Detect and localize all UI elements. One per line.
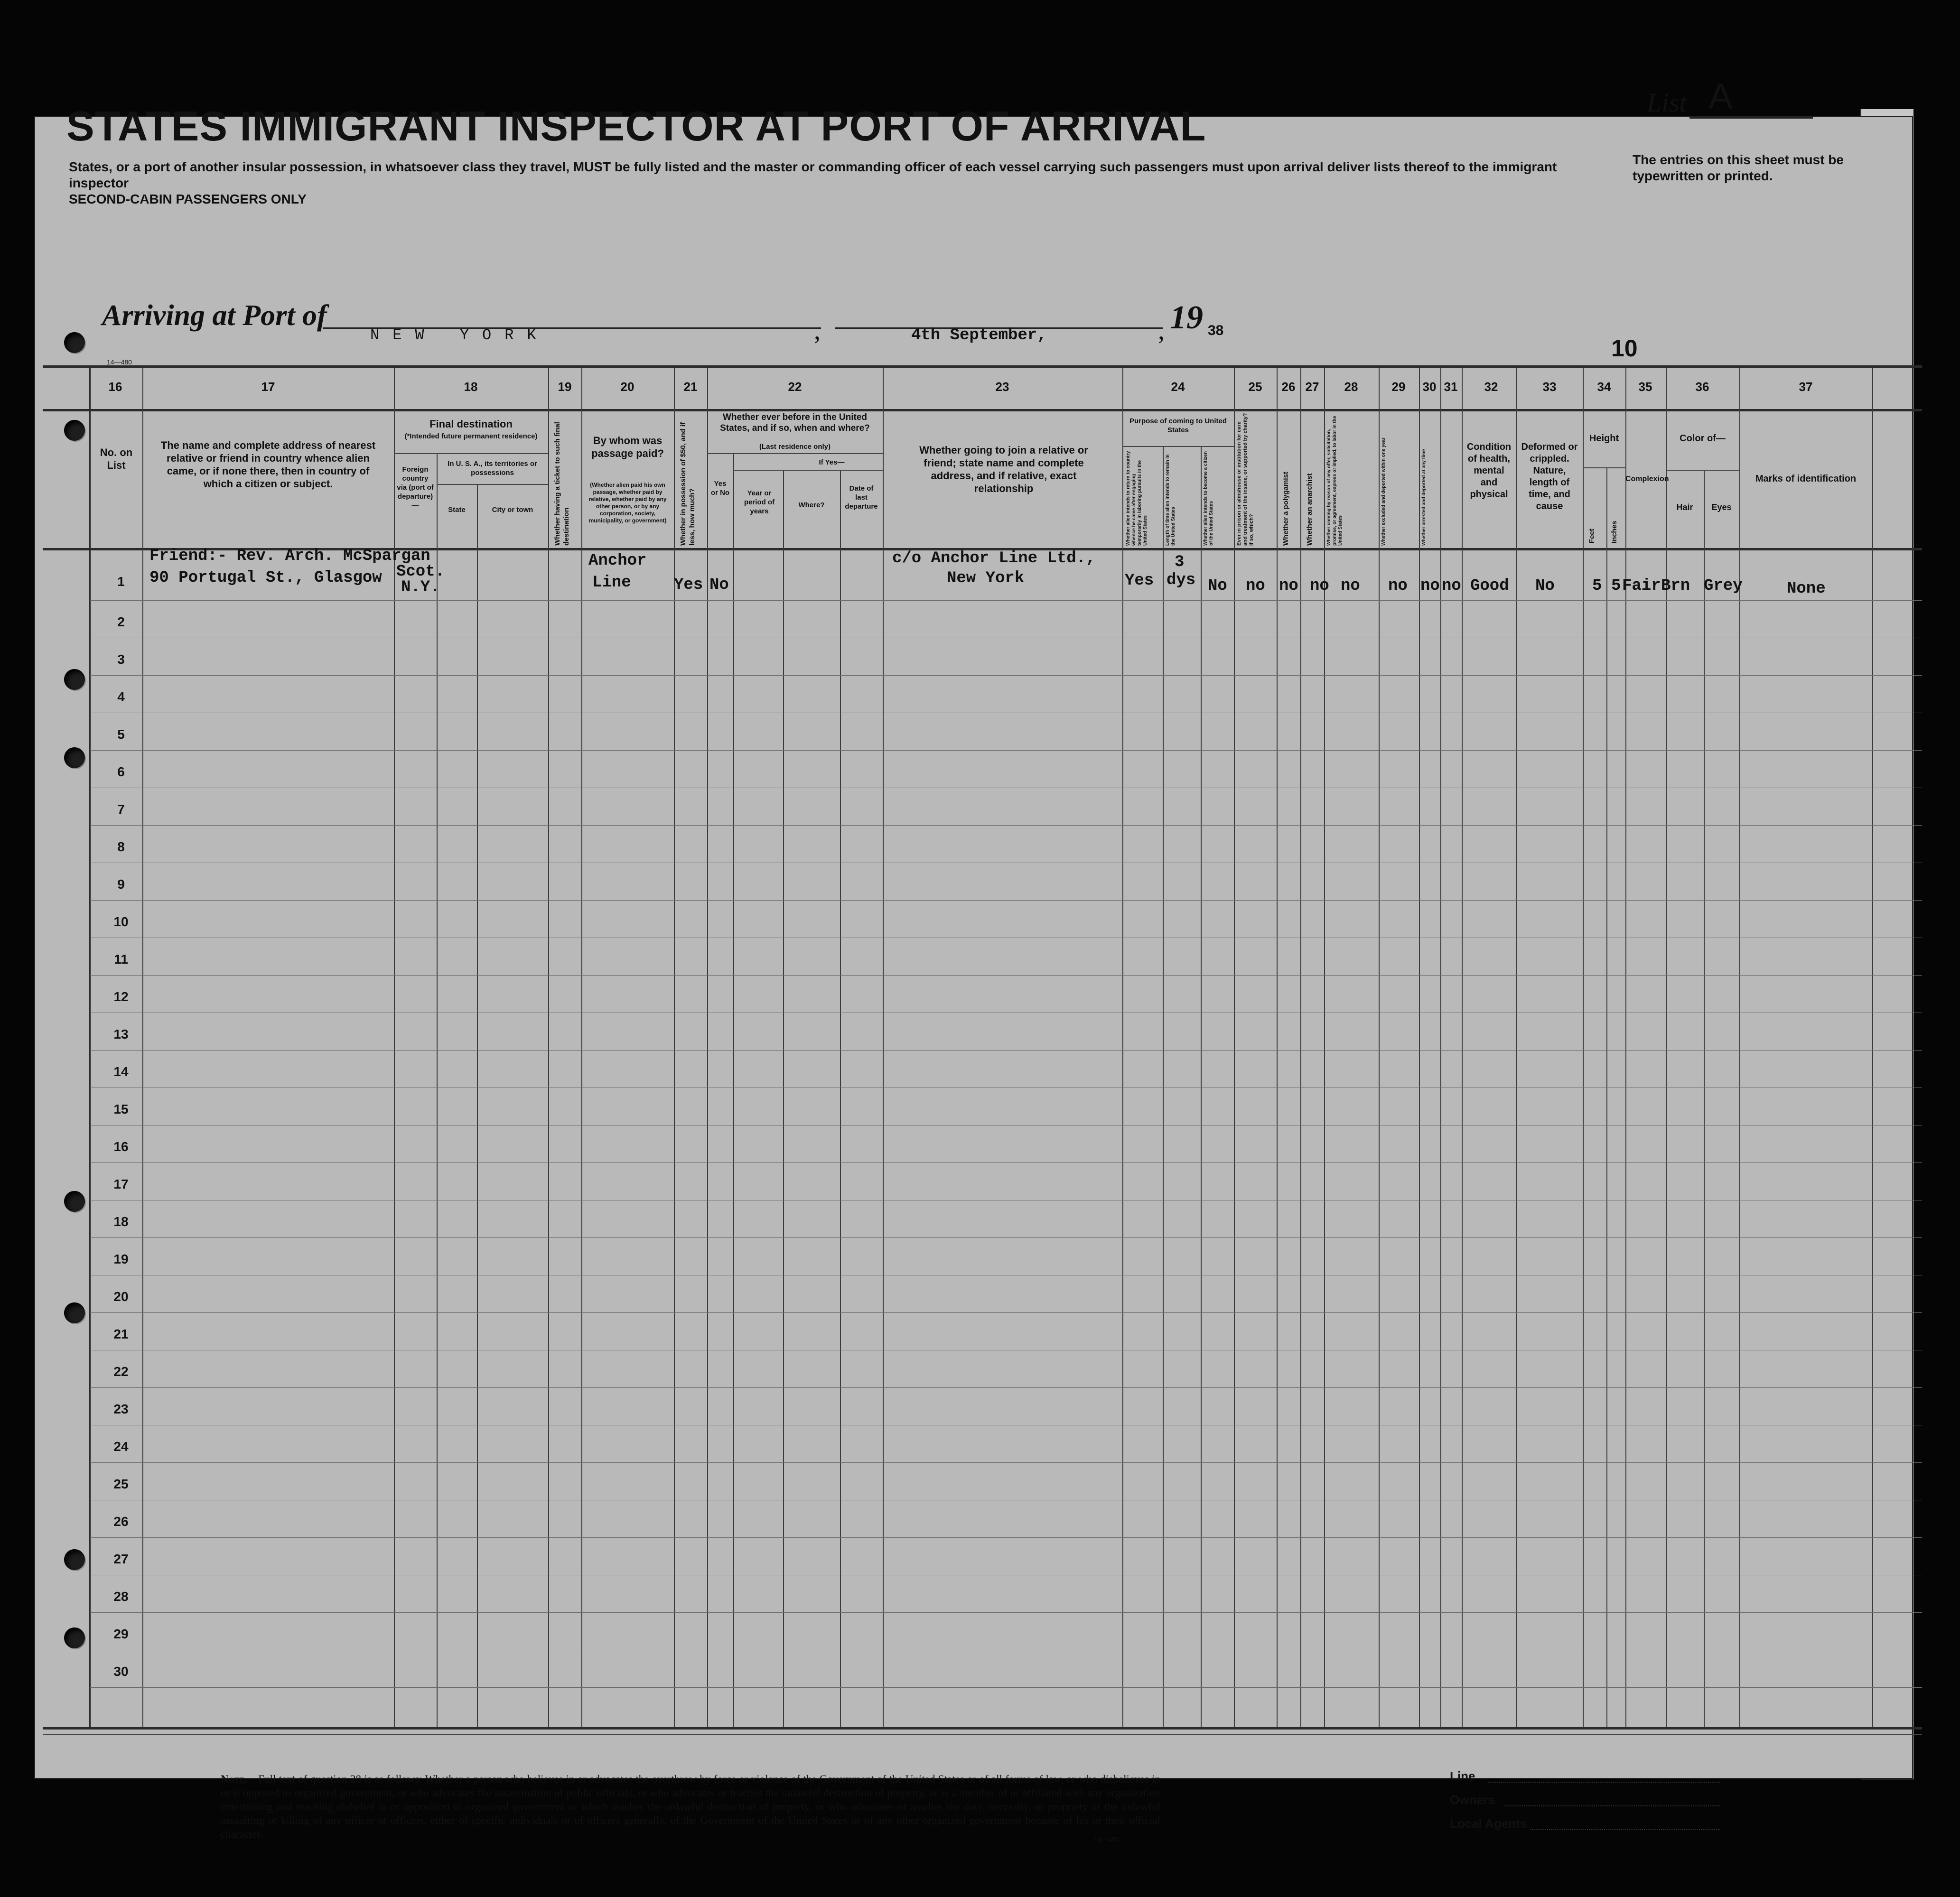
column-rule	[1872, 368, 1873, 1727]
column-rule	[674, 368, 675, 1727]
header-excluded: Whether excluded and deported within one year	[1381, 437, 1386, 546]
header-marks: Marks of identification	[1755, 474, 1857, 484]
row-number: 22	[113, 1364, 129, 1379]
complexion-value: Fair	[1622, 577, 1661, 595]
header-offer: Whether coming by reason of any offer, solicitation, promise, or agreement, express or implied, to labor in the United States	[1326, 416, 1343, 546]
row-number: 23	[113, 1402, 129, 1416]
column-rule	[1625, 368, 1626, 1727]
form-instructions	[69, 159, 1587, 207]
hair-value: Brn	[1661, 577, 1690, 595]
row-rule	[90, 1237, 1922, 1238]
row-rule	[90, 1687, 1922, 1688]
header-purpose: Purpose of coming to United States	[1129, 417, 1227, 434]
row-number: 6	[117, 764, 125, 779]
length-value: 3	[1175, 553, 1185, 571]
column-number: 23	[995, 380, 1009, 394]
header-eyes: Eyes	[1711, 502, 1732, 512]
column-rule	[733, 453, 734, 1727]
separator: ,	[814, 316, 821, 345]
arrival-date: 4th September,	[911, 326, 1047, 344]
offer-value: no	[1341, 577, 1360, 595]
header-before-us-note: (Last residence only)	[759, 443, 831, 451]
column-number: 32	[1484, 380, 1498, 394]
row-rule	[90, 825, 1922, 826]
column-rule	[1666, 368, 1667, 1727]
column-rule	[1277, 368, 1278, 1727]
join-relative-value-2: New York	[947, 569, 1025, 587]
footer-line-field	[1488, 1782, 1720, 1783]
column-rule	[1440, 368, 1441, 1727]
deformed-value: No	[1535, 577, 1555, 595]
header-prison: Ever in prison or almshouse or institution for care and treatment of the insane, or supported by charity? If so, which?	[1236, 413, 1254, 546]
inches-value: 5	[1611, 577, 1621, 595]
header-usa: In U. S. A., its territories or possessions	[448, 460, 537, 477]
row-number: 2	[117, 614, 125, 629]
column-rule	[1704, 470, 1705, 1727]
header-last-departure: Date of last departure	[845, 484, 878, 511]
header-state: State	[448, 506, 466, 514]
instructions-line: States, or a port of another insular possession, in whatsoever class they travel, MUST be fully listed and the master or commanding officer of each vessel carrying such passengers must upon arrival deliver lists thereof to the immigrant inspector	[69, 159, 1557, 190]
row-number: 1	[117, 574, 125, 589]
column-number: 19	[558, 380, 572, 394]
health-value: Good	[1470, 577, 1509, 595]
header-purpose-length: Length of time alien intends to remain in the United States	[1165, 454, 1176, 546]
column-rule	[581, 368, 582, 1727]
sheet-number: 10	[1611, 335, 1638, 362]
list-label: List	[1647, 88, 1687, 118]
row-number: 18	[113, 1214, 129, 1229]
header-yes-no: Yes or No	[710, 480, 730, 497]
column-rule	[1583, 368, 1584, 1727]
column-rule	[707, 368, 708, 1727]
row-number: 12	[113, 989, 129, 1004]
footer-agents-label: Local Agents	[1450, 1816, 1527, 1831]
header-hair: Hair	[1676, 502, 1693, 512]
header-year: Year or period of years	[744, 489, 775, 515]
foreign-country-value-2: N.Y.	[401, 578, 440, 596]
form-code: 14—480	[107, 358, 132, 366]
row-rule	[90, 675, 1922, 676]
header-subrule	[1583, 467, 1625, 468]
table-bottom-rule-2	[43, 1734, 1922, 1735]
row-number: 27	[113, 1552, 129, 1566]
column-rule	[840, 470, 841, 1727]
punch-hole	[64, 1627, 85, 1648]
header-purpose-citizen: Whether alien intends to become a citizen of the United States	[1203, 451, 1214, 546]
footer-line-label: Line	[1450, 1769, 1475, 1783]
header-subrule	[1122, 446, 1234, 447]
row-rule	[90, 1312, 1922, 1313]
header-deformed: Deformed or crippled. Nature, length of time, and cause	[1521, 442, 1578, 511]
polygamist-value: no	[1279, 577, 1298, 595]
entries-note: The entries on this sheet must be typewritten or printed.	[1633, 152, 1844, 183]
header-inches: Inches	[1610, 521, 1618, 543]
row-number: 28	[113, 1589, 129, 1604]
row-rule	[90, 1537, 1922, 1538]
year-prefix: 19	[1170, 299, 1203, 336]
header-color: Color of—	[1680, 433, 1726, 444]
row-number: 21	[113, 1327, 129, 1341]
column-number: 29	[1391, 380, 1406, 394]
feet-value: 5	[1592, 577, 1602, 595]
column-rule	[883, 368, 884, 1727]
column-rule	[89, 368, 91, 1727]
eyes-value: Grey	[1704, 577, 1743, 595]
cabin-class: SECOND-CABIN PASSENGERS ONLY	[69, 192, 307, 206]
column-number: 20	[620, 380, 635, 394]
passage-paid-value: Anchor	[588, 552, 647, 570]
header-passage-paid: By whom was passage paid?	[591, 435, 664, 459]
relative-name: Friend:- Rev. Arch. McSpargan	[149, 547, 430, 565]
row-rule	[90, 600, 1922, 601]
footer-owners-label: Owners	[1450, 1793, 1495, 1807]
column-number: 34	[1597, 380, 1611, 394]
header-subrule	[707, 453, 883, 454]
excluded-value: no	[1388, 577, 1408, 595]
row-rule	[90, 900, 1922, 901]
foreign-country-value: Scot.	[396, 563, 445, 581]
list-value: A	[1689, 76, 1813, 119]
column-rule	[394, 368, 395, 1727]
column-number: 18	[464, 380, 478, 394]
header-ticket: Whether having a ticket to such final destination	[553, 422, 570, 546]
return-value: Yes	[1125, 572, 1154, 590]
row-number: 14	[113, 1064, 129, 1079]
join-relative-value: c/o Anchor Line Ltd.,	[892, 549, 1096, 567]
row-number: 30	[113, 1664, 129, 1679]
column-rule	[1419, 368, 1420, 1727]
row-rule	[90, 975, 1922, 976]
column-rule	[1300, 368, 1301, 1727]
separator: ,	[1158, 316, 1165, 345]
row-rule	[90, 750, 1922, 751]
row-number: 8	[117, 839, 125, 854]
punch-hole	[64, 1191, 85, 1212]
column-number-rule	[43, 409, 1922, 411]
footnote-text: —Full text of question 28 is as follows: Whether a person who believes in or advocates the overthrow by force or violence of the Government of the United States or of all forms of law, or who disbelieves in or is opposed to organized government, or who advocates the assassination of public officials, or who advocates or teaches the unlawful destruction of property, or is a member of or affiliated with any organization entertaining and teaching disbelief in or opposition to organized government or which teaches the unlawful destruction of property, or who advocates or teaches the duty, necessity, or propriety of the unlawful assaulting or killing of any officer or officers, either of specific individuals or of officers generally, of the Government of the United States or of any other organized government because of his or their official character.	[221, 1773, 1160, 1840]
arriving-label: Arriving at Port of	[102, 299, 327, 332]
row-number: 16	[113, 1139, 129, 1154]
prison-value: no	[1246, 577, 1265, 595]
punch-hole	[64, 747, 85, 768]
punch-hole	[64, 1302, 85, 1323]
column-rule	[1462, 368, 1463, 1727]
row-number: 26	[113, 1514, 129, 1529]
header-city: City or town	[492, 506, 533, 514]
page-title: STATES IMMIGRANT INSPECTOR AT PORT OF ARRIVAL	[66, 102, 1206, 149]
row-number: 5	[117, 727, 125, 742]
row-number: 11	[114, 952, 128, 967]
header-final-destination: Final destination	[429, 418, 513, 430]
table-bottom-rule	[43, 1727, 1922, 1730]
passage-paid-value-2: Line	[592, 574, 631, 592]
header-height: Height	[1589, 433, 1619, 444]
length-value-2: dys	[1167, 571, 1196, 589]
row-number: 4	[117, 689, 125, 704]
header-polygamist: Whether a polygamist	[1282, 472, 1290, 546]
column-number: 22	[788, 380, 802, 394]
column-rule	[783, 470, 784, 1727]
column-rule	[1516, 368, 1517, 1727]
row-number: 25	[113, 1477, 129, 1491]
row-number: 9	[117, 877, 125, 892]
header-rule	[43, 365, 1922, 368]
marks-value: None	[1787, 580, 1826, 598]
header-before-us: Whether ever before in the United States, and if so, when and where?	[720, 412, 870, 433]
header-subrule	[733, 470, 883, 471]
punch-hole	[64, 1549, 85, 1570]
column-rule	[1201, 446, 1202, 1727]
row-number: 13	[113, 1027, 129, 1041]
row-rule	[90, 1162, 1922, 1163]
header-complexion: Complexion	[1625, 475, 1669, 483]
column-rule	[548, 368, 549, 1727]
header-subrule	[394, 453, 548, 454]
column-number: 21	[683, 380, 698, 394]
column-number: 31	[1444, 380, 1458, 394]
row-number: 7	[117, 802, 125, 817]
column-31-value: no	[1442, 577, 1461, 595]
punch-hole	[64, 420, 85, 441]
column-number: 26	[1281, 380, 1296, 394]
row-rule	[90, 1387, 1922, 1388]
footnote-form-code: 14—480	[1094, 1835, 1119, 1843]
column-rule	[1122, 368, 1123, 1727]
row-number: 15	[113, 1102, 129, 1116]
row-number: 3	[117, 652, 125, 667]
row-rule	[90, 1612, 1922, 1613]
deported-value: no	[1420, 577, 1440, 595]
header-passage-paid-note: (Whether alien paid his own passage, whether paid by relative, whether paid by any other person, or by any corporation, society, municipality, or government)	[588, 482, 667, 524]
header-deported: Whether arrested and deported at any time	[1421, 449, 1427, 546]
column-number: 33	[1542, 380, 1557, 394]
column-rule	[1606, 467, 1607, 1727]
header-if-yes: If Yes—	[819, 458, 845, 466]
column-number: 30	[1422, 380, 1437, 394]
footer-owners-field	[1504, 1805, 1720, 1806]
footnote	[221, 1772, 1160, 1841]
column-rule	[477, 484, 478, 1727]
row-number: 20	[113, 1289, 129, 1304]
header-relative: The name and complete address of nearest relative or friend in country whence alien came, or if none there, then in country of which a citizen or subject.	[160, 439, 376, 490]
column-number: 25	[1248, 380, 1262, 394]
header-join-relative: Whether going to join a relative or friend; state name and complete address, and if relative, exact relationship	[919, 444, 1088, 494]
header-where: Where?	[798, 501, 825, 509]
anarchist-value: no	[1310, 577, 1329, 595]
column-number: 17	[261, 380, 275, 394]
header-health: Condition of health, mental and physical	[1466, 442, 1512, 500]
has-50-value: Yes	[674, 576, 703, 594]
header-feet: Feet	[1588, 529, 1596, 543]
column-number: 27	[1305, 380, 1319, 394]
before-us-value: No	[709, 576, 729, 594]
footer-agents-field	[1531, 1829, 1720, 1830]
arrival-port: NEW YORK	[370, 326, 550, 344]
row-number: 17	[113, 1177, 129, 1191]
column-rule	[437, 453, 438, 1727]
footnote-lead: Note.	[221, 1773, 248, 1785]
column-number: 24	[1171, 380, 1185, 394]
column-rule	[1234, 368, 1235, 1727]
row-number: 19	[113, 1252, 129, 1266]
header-subrule	[1666, 470, 1739, 471]
column-number: 37	[1799, 380, 1813, 394]
column-number: 16	[108, 380, 122, 394]
punch-hole	[64, 669, 85, 690]
row-number: 24	[113, 1439, 129, 1454]
column-rule	[1324, 368, 1325, 1727]
column-number: 28	[1344, 380, 1358, 394]
row-number: 29	[113, 1627, 129, 1641]
header-final-destination-note: (*Intended future permanent residence)	[404, 432, 538, 440]
column-rule	[1739, 368, 1740, 1727]
citizen-value: No	[1208, 577, 1227, 595]
row-rule	[90, 1050, 1922, 1051]
column-rule	[1379, 368, 1380, 1727]
header-purpose-return: Whether alien intends to return to country whence he came after engaging temporarily in laboring pursuits in the United States	[1126, 451, 1148, 546]
header-50-dollars: Whether in possession of $50, and if less, how much?	[679, 422, 696, 546]
relative-address: 90 Portugal St., Glasgow	[149, 569, 382, 587]
header-list-no: No. on List	[100, 446, 133, 471]
column-rule	[1163, 446, 1164, 1727]
header-foreign-country: Foreign country via (port of departure)—	[397, 465, 434, 510]
column-number: 36	[1695, 380, 1709, 394]
year-suffix: 38	[1208, 323, 1224, 338]
header-subrule	[437, 484, 548, 485]
column-number: 35	[1638, 380, 1652, 394]
header-anarchist: Whether an anarchist	[1306, 473, 1314, 546]
punch-hole	[64, 332, 85, 353]
row-rule	[90, 1462, 1922, 1463]
row-number: 10	[113, 914, 129, 929]
